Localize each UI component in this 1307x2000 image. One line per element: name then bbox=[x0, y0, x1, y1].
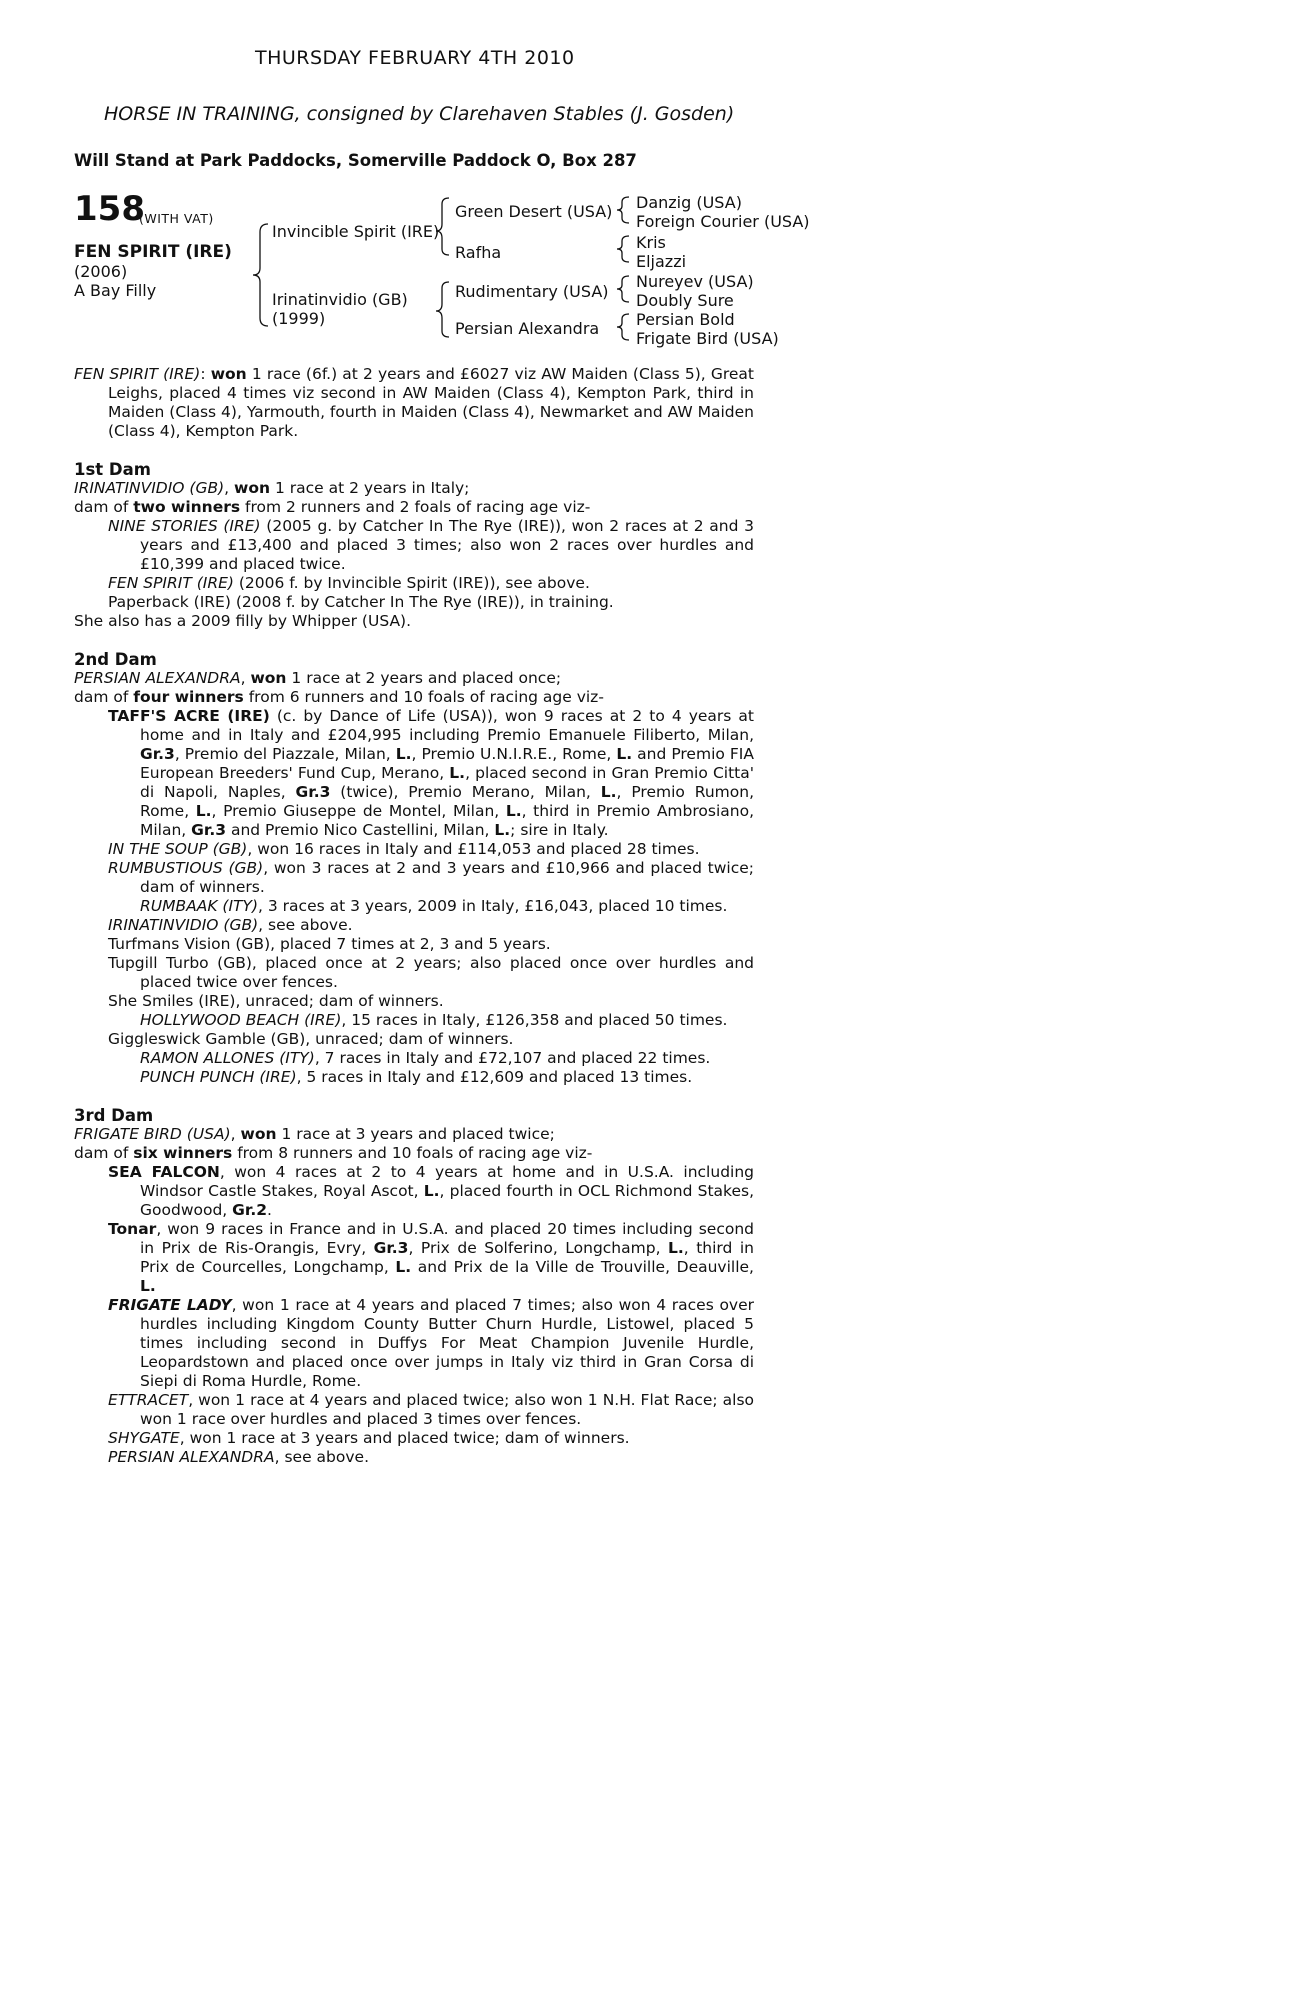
pedigree-g3-1: Danzig (USA) bbox=[636, 193, 742, 212]
third-dam-record: FRIGATE BIRD (USA), won 1 race at 3 years and placed twice; bbox=[74, 1125, 555, 1143]
pedigree-sire-dam: Rafha bbox=[455, 243, 502, 262]
pedigree-g3-7: Persian Bold bbox=[636, 310, 735, 329]
first-dam-heading: 1st Dam bbox=[74, 460, 151, 479]
produce-subentry: PUNCH PUNCH (IRE), 5 races in Italy and £12,609 and placed 13 times. bbox=[140, 1068, 693, 1086]
pedigree-g3-8: Frigate Bird (USA) bbox=[636, 329, 779, 348]
produce-entry: IN THE SOUP (GB), won 16 races in Italy and £114,053 and placed 28 times. bbox=[108, 840, 700, 858]
produce-entry: PERSIAN ALEXANDRA, see above. bbox=[108, 1448, 369, 1466]
produce-entry: Tupgill Turbo (GB), placed once at 2 years; also placed once over hurdles and placed twice over fences. bbox=[108, 954, 754, 991]
first-dam-note: She also has a 2009 filly by Whipper (USA). bbox=[74, 612, 412, 630]
pedigree-g3-3: Kris bbox=[636, 233, 666, 252]
produce-entry: TAFF'S ACRE (IRE) (c. by Dance of Life (USA)), won 9 races at 2 to 4 years at home and in Italy and £204,995 including Premio Emanuele Filiberto, Milan, Gr.3, Premio del Piazzale, Milan, L., Premio U.N.I.R.E., Rome, L. and Premio FIA European Breeders' Fund Cup, Merano, L., placed second in Gran Premio Citta' di Napoli, Naples, Gr.3 (twice), Premio Merano, Milan, L., Premio Rumon, Rome, L., Premio Giuseppe de Montel, Milan, L., third in Premio Ambrosiano, Milan, Gr.3 and Premio Nico Castellini, Milan, L.; sire in Italy. bbox=[108, 707, 754, 839]
second-dam-heading: 2nd Dam bbox=[74, 650, 157, 669]
third-dam-heading: 3rd Dam bbox=[74, 1106, 154, 1125]
produce-entry: NINE STORIES (IRE) (2005 g. by Catcher In The Rye (IRE)), won 2 races at 2 and 3 years and £13,400 and placed 3 times; also won 2 races over hurdles and £10,399 and placed twice. bbox=[108, 517, 754, 573]
produce-entry: Turfmans Vision (GB), placed 7 times at 2, 3 and 5 years. bbox=[108, 935, 551, 953]
race-record: FEN SPIRIT (IRE): won 1 race (6f.) at 2 years and £6027 viz AW Maiden (Class 5), Great Leighs, placed 4 times viz second in AW Maiden (Class 4), Kempton Park, third in Maiden (Class 4), Yarmouth, fourth in Maiden (Class 4), Newmarket and AW Maiden (Class 4), Kempton Park. bbox=[74, 365, 754, 440]
pedigree-sire: Invincible Spirit (IRE) bbox=[272, 222, 440, 241]
produce-entry: FRIGATE LADY, won 1 race at 4 years and placed 7 times; also won 4 races over hurdles including Kingdom County Butter Churn Hurdle, Listowel, placed 5 times including second in Duffys For Meat Champion Juvenile Hurdle, Leopardstown and placed once over jumps in Italy viz third in Gran Corsa di Siepi di Roma Hurdle, Rome. bbox=[108, 1296, 755, 1390]
produce-entry: RUMBUSTIOUS (GB), won 3 races at 2 and 3 years and £10,966 and placed twice; dam of winners. bbox=[108, 859, 754, 896]
pedigree-dam-sire: Rudimentary (USA) bbox=[455, 282, 609, 301]
third-dam-produce-summary: dam of six winners from 8 runners and 10 foals of racing age viz- bbox=[74, 1144, 593, 1162]
sale-date: THURSDAY FEBRUARY 4TH 2010 bbox=[255, 47, 575, 69]
pedigree-dam-dam: Persian Alexandra bbox=[455, 319, 600, 338]
produce-entry: FEN SPIRIT (IRE) (2006 f. by Invincible Spirit (IRE)), see above. bbox=[108, 574, 590, 592]
pedigree-g3-2: Foreign Courier (USA) bbox=[636, 212, 810, 231]
produce-entry: Giggleswick Gamble (GB), unraced; dam of winners. bbox=[108, 1030, 514, 1048]
produce-subentry: RUMBAAK (ITY), 3 races at 3 years, 2009 in Italy, £16,043, placed 10 times. bbox=[140, 897, 728, 915]
catalogue-body bbox=[74, 365, 754, 1467]
pedigree-g3-5: Nureyev (USA) bbox=[636, 272, 754, 291]
first-dam-produce-summary: dam of two winners from 2 runners and 2 foals of racing age viz- bbox=[74, 498, 591, 516]
consignor-line: HORSE IN TRAINING, consigned by Clarehaven Stables (J. Gosden) bbox=[104, 103, 735, 125]
pedigree-dam: Irinatinvidio (GB) bbox=[272, 290, 408, 309]
produce-subentry: HOLLYWOOD BEACH (IRE), 15 races in Italy, £126,358 and placed 50 times. bbox=[140, 1011, 728, 1029]
pedigree-sire-sire: Green Desert (USA) bbox=[455, 202, 613, 221]
first-dam-record: IRINATINVIDIO (GB), won 1 race at 2 years in Italy; bbox=[74, 479, 470, 497]
second-dam-produce-summary: dam of four winners from 6 runners and 10 foals of racing age viz- bbox=[74, 688, 604, 706]
lot-number: 158 bbox=[74, 189, 145, 229]
horse-year: (2006) bbox=[74, 262, 128, 281]
horse-name: FEN SPIRIT (IRE) bbox=[74, 242, 232, 262]
produce-entry: Tonar, won 9 races in France and in U.S.A. and placed 20 times including second in Prix de Ris-Orangis, Evry, Gr.3, Prix de Solferino, Longchamp, L., third in Prix de Courcelles, Longchamp, L. and Prix de la Ville de Trouville, Deauville, L. bbox=[108, 1220, 755, 1295]
produce-entry: SEA FALCON, won 4 races at 2 to 4 years at home and in U.S.A. including Windsor Castle Stakes, Royal Ascot, L., placed fourth in OCL Richmond Stakes, Goodwood, Gr.2. bbox=[108, 1163, 754, 1219]
vat-note: (WITH VAT) bbox=[139, 211, 214, 226]
second-dam-record: PERSIAN ALEXANDRA, won 1 race at 2 years and placed once; bbox=[74, 669, 562, 687]
stand-location: Will Stand at Park Paddocks, Somerville Paddock O, Box 287 bbox=[74, 151, 637, 170]
produce-entry: Paperback (IRE) (2008 f. by Catcher In The Rye (IRE)), in training. bbox=[108, 593, 614, 611]
produce-entry: SHYGATE, won 1 race at 3 years and placed twice; dam of winners. bbox=[108, 1429, 630, 1447]
produce-entry: IRINATINVIDIO (GB), see above. bbox=[108, 916, 353, 934]
pedigree-g3-6: Doubly Sure bbox=[636, 291, 734, 310]
produce-subentry: RAMON ALLONES (ITY), 7 races in Italy and £72,107 and placed 22 times. bbox=[140, 1049, 711, 1067]
pedigree-dam-year: (1999) bbox=[272, 309, 326, 328]
produce-entry: She Smiles (IRE), unraced; dam of winners. bbox=[108, 992, 444, 1010]
produce-entry: ETTRACET, won 1 race at 4 years and placed twice; also won 1 N.H. Flat Race; also won 1 race over hurdles and placed 3 times over fences. bbox=[108, 1391, 754, 1428]
pedigree-g3-4: Eljazzi bbox=[636, 252, 687, 271]
horse-description: A Bay Filly bbox=[74, 281, 157, 300]
